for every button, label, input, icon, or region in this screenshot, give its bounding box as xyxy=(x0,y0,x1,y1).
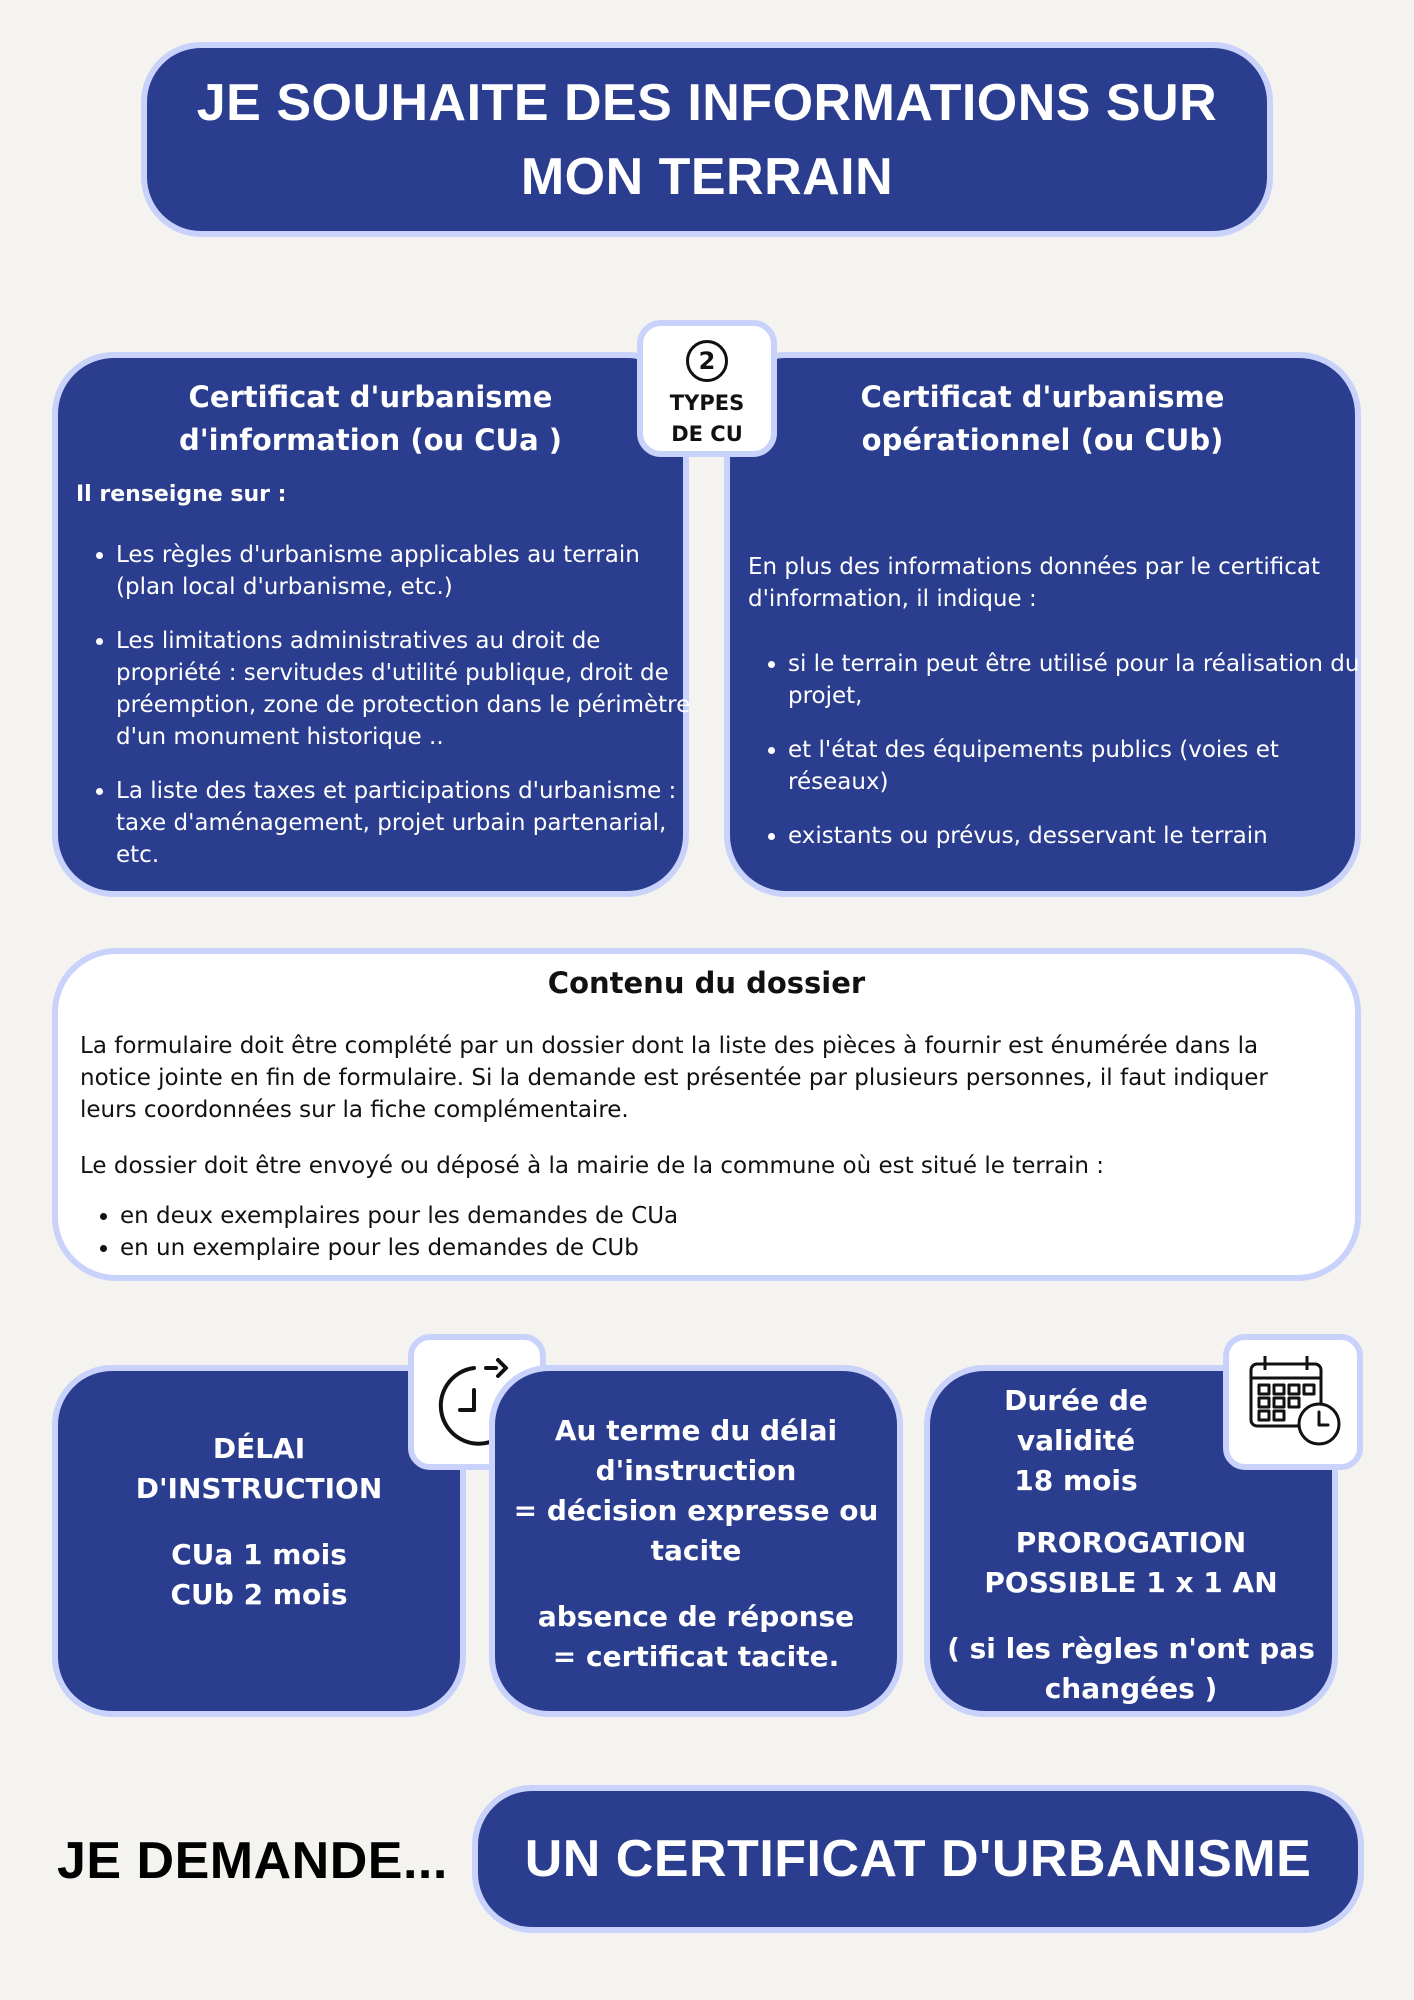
delai-card xyxy=(52,1365,466,1717)
list-item: • Les règles d'urbanisme applicables au terrain (plan local d'urbanisme, etc.) xyxy=(116,539,701,603)
delai-title-line-1: DÉLAI xyxy=(212,1432,306,1465)
cua-intro: Il renseigne sur : xyxy=(76,482,287,507)
delai-cub: CUb 2 mois xyxy=(170,1578,348,1611)
terme-line-1: Au terme du délai xyxy=(554,1414,838,1447)
footer-banner xyxy=(472,1785,1364,1933)
duree-line-4: PROROGATION xyxy=(1015,1526,1247,1559)
page-header xyxy=(141,42,1273,237)
calendar-clock-icon xyxy=(1229,1340,1357,1464)
duree-line-3: 18 mois xyxy=(1014,1464,1138,1497)
types-badge xyxy=(637,320,777,457)
terme-line-5: absence de réponse xyxy=(537,1600,855,1633)
contenu-paragraph-1: La formulaire doit être complété par un dossier dont la liste des pièces à fournir est énumérée dans la notice jointe en fin de formulaire. Si la demande est présentée par plusieurs personnes, il faut indiquer leurs coordonnées sur la fiche complémentaire. xyxy=(80,1033,1268,1123)
calendar-icon-box xyxy=(1223,1334,1363,1470)
delai-title-line-2: D'INSTRUCTION xyxy=(135,1472,383,1505)
duree-line-7: changées ) xyxy=(1044,1672,1218,1705)
duree-line-1: Durée de xyxy=(1004,1384,1148,1417)
contenu-list xyxy=(80,1200,1330,1264)
duree-line-5: POSSIBLE 1 x 1 AN xyxy=(984,1566,1278,1599)
list-item: • Les limitations administratives au droit de propriété : servitudes d'utilité publique, droit de préemption, zone de protection dans le périmètre d'un monument historique .. xyxy=(116,625,701,753)
terme-line-6: = certificat tacite. xyxy=(552,1640,840,1673)
list-item: • en un exemplaire pour les demandes de CUb xyxy=(120,1232,1330,1264)
duree-line-2: validité xyxy=(1016,1424,1136,1457)
page-title: JE SOUHAITE DES INFORMATIONS SUR MON TERRAIN xyxy=(196,73,1218,206)
types-label: TYPES DE CU xyxy=(669,391,745,446)
cub-intro: En plus des informations données par le certificat d'information, il indique : xyxy=(748,554,1321,612)
cub-title: Certificat d'urbanisme opérationnel (ou CUb) xyxy=(860,380,1225,457)
number-two-icon: 2 xyxy=(686,340,728,382)
list-item: • en deux exemplaires pour les demandes de CUa xyxy=(120,1200,1330,1232)
cua-card xyxy=(52,352,689,897)
contenu-card xyxy=(52,948,1361,1281)
contenu-title: Contenu du dossier xyxy=(547,966,866,1000)
delai-cua: CUa 1 mois xyxy=(171,1538,347,1571)
list-item: • La liste des taxes et participations d'urbanisme : taxe d'aménagement, projet urbain partenarial, etc. xyxy=(116,775,701,871)
footer-left-text: JE DEMANDE... xyxy=(57,1832,448,1890)
terme-line-4: tacite xyxy=(650,1534,742,1567)
list-item: • existants ou prévus, desservant le terrain xyxy=(788,820,1378,852)
footer-banner-text: UN CERTIFICAT D'URBANISME xyxy=(524,1830,1312,1888)
contenu-paragraph-2: Le dossier doit être envoyé ou déposé à la mairie de la commune où est situé le terrain : xyxy=(80,1153,1104,1179)
cua-title: Certificat d'urbanisme d'information (ou CUa ) xyxy=(179,380,562,457)
cub-list xyxy=(748,648,1378,852)
cub-card xyxy=(724,352,1361,897)
cua-list xyxy=(76,539,701,871)
list-item: • et l'état des équipements publics (voies et réseaux) xyxy=(788,734,1378,798)
terme-line-3: = décision expresse ou xyxy=(513,1494,879,1527)
terme-line-2: d'instruction xyxy=(595,1454,797,1487)
list-item: • si le terrain peut être utilisé pour la réalisation du projet, xyxy=(788,648,1378,712)
terme-card xyxy=(489,1365,903,1717)
duree-line-6: ( si les règles n'ont pas xyxy=(947,1632,1315,1665)
